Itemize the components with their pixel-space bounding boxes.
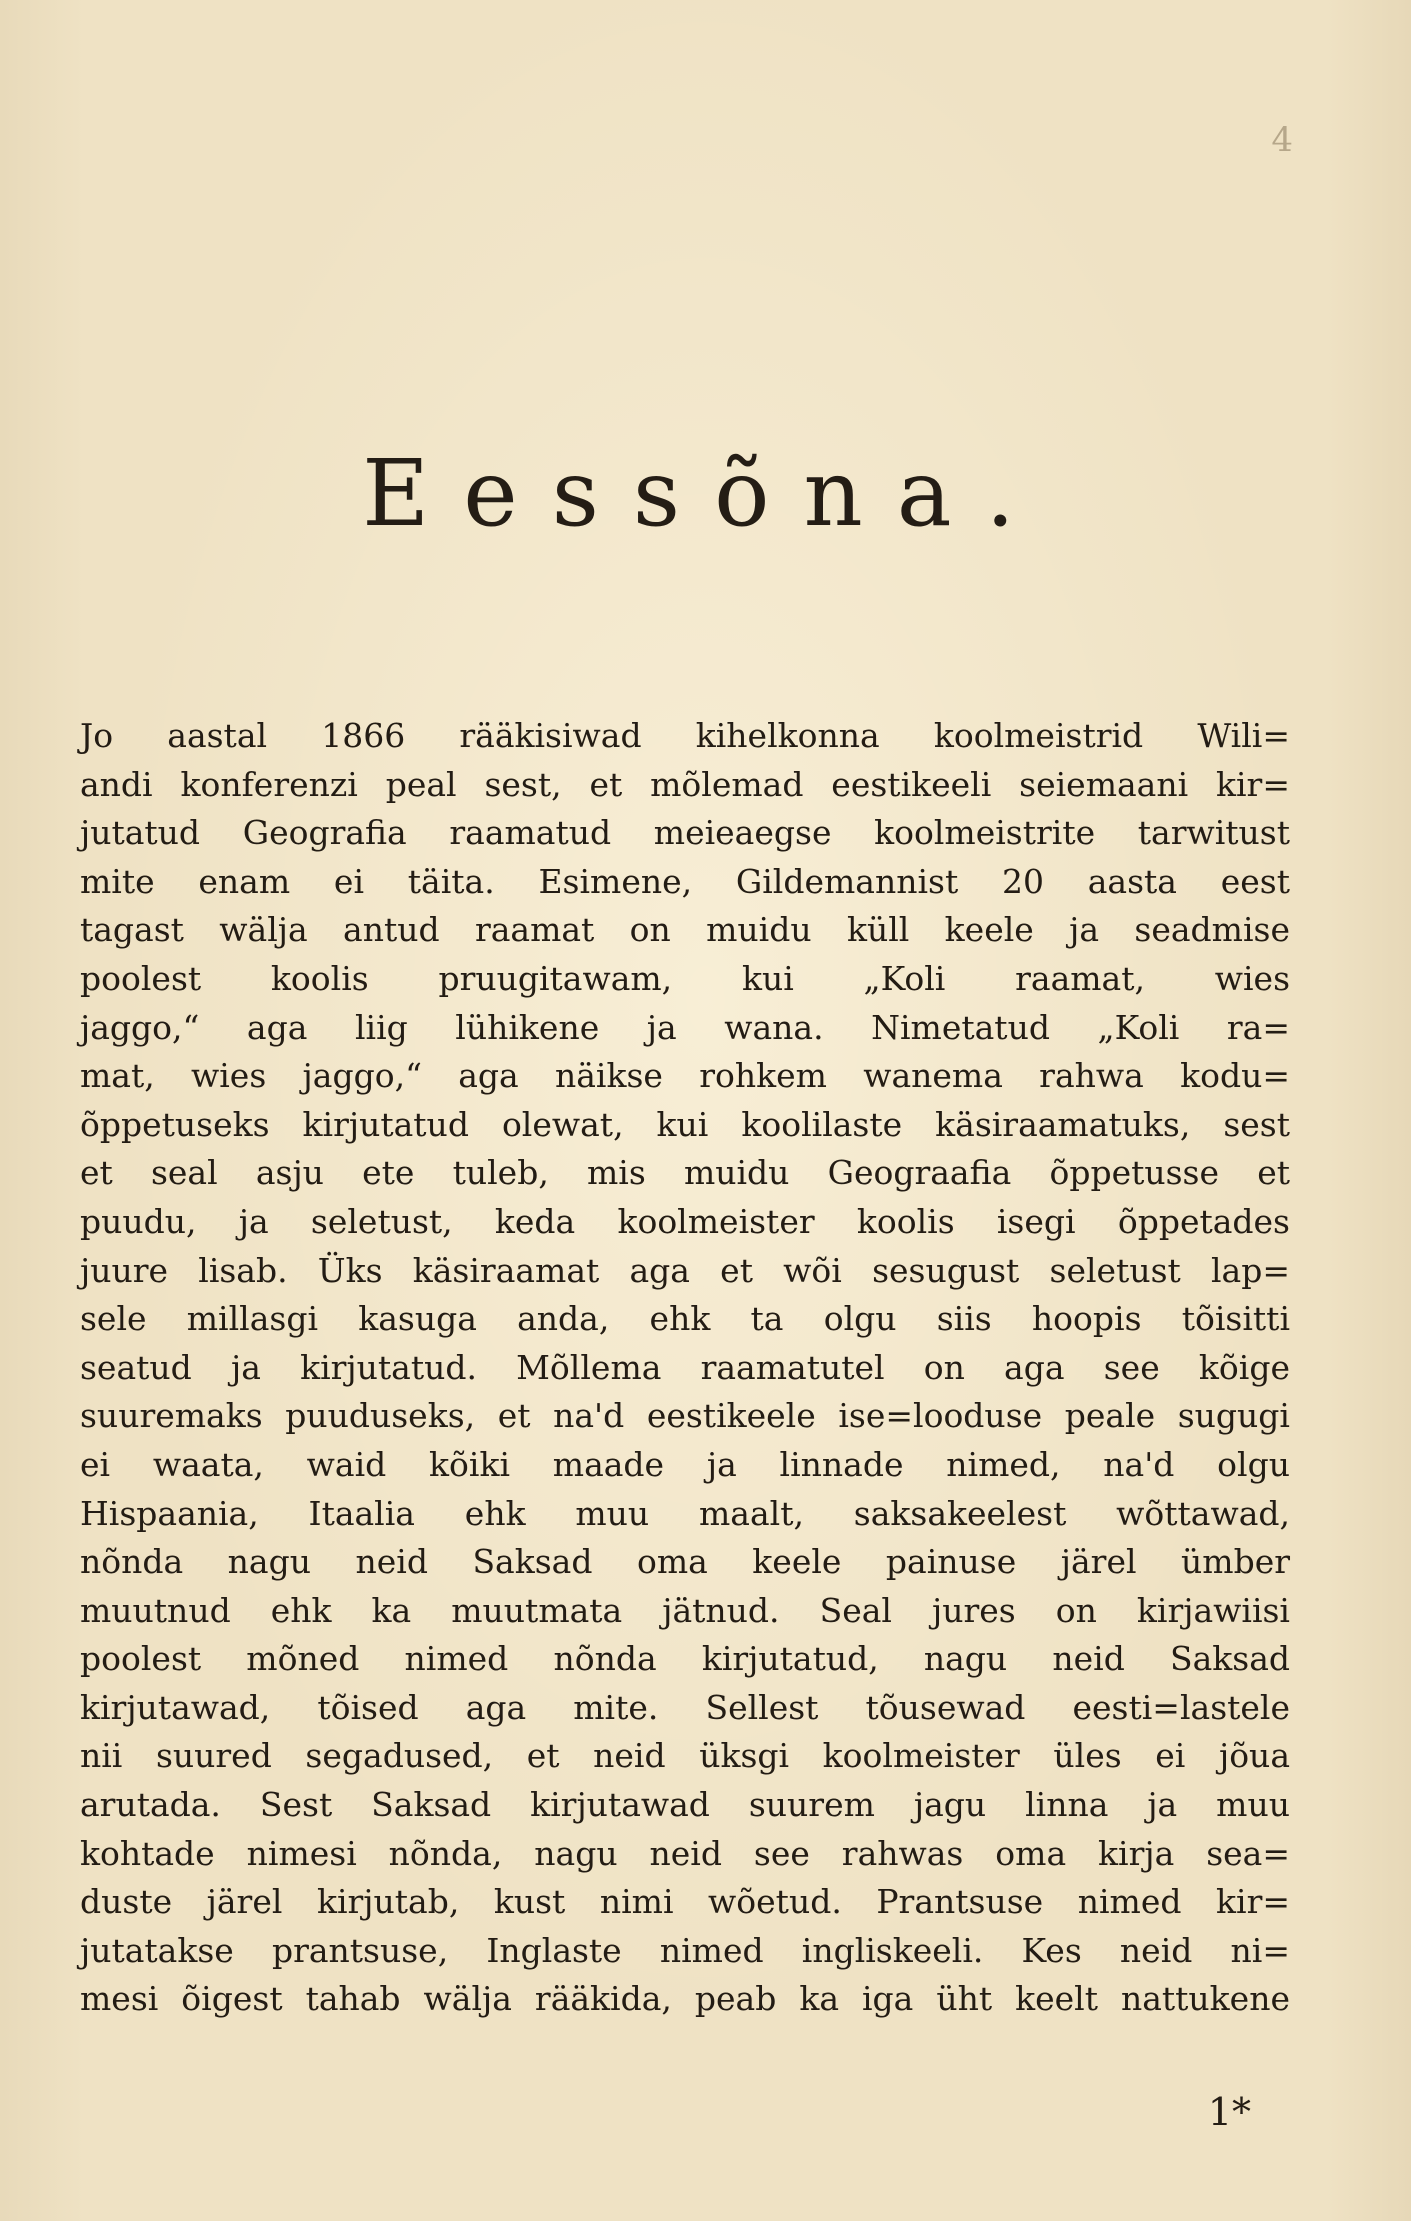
text-line: nõnda nagu neid Saksad oma keele painuse järel ümber xyxy=(80,1542,1290,1582)
text-line: andi konferenzi peal sest, et mõlemad eestikeeli seiemaani kir= xyxy=(80,764,1290,804)
text-line: kirjutawad, tõised aga mite. Sellest tõusewad eesti=lastele xyxy=(80,1687,1290,1727)
text-line: jaggo,“ aga liig lühikene ja wana. Nimetatud „Koli ra= xyxy=(80,1007,1290,1047)
text-line: nii suured segadused, et neid üksgi koolmeister üles ei jõua xyxy=(80,1736,1290,1776)
page-number: 4 xyxy=(1271,120,1293,160)
text-line: puudu, ja seletust, keda koolmeister koolis isegi õppetades xyxy=(80,1201,1290,1241)
text-line: mat, wies jaggo,“ aga näikse rohkem wanema rahwa kodu= xyxy=(80,1056,1290,1096)
text-line: poolest koolis pruugitawam, kui „Koli raamat, wies xyxy=(80,958,1290,998)
text-line: jutatud Geografia raamatud meieaegse koolmeistrite tarwitust xyxy=(80,813,1290,853)
text-line: arutada. Sest Saksad kirjutawad suurem jagu linna ja muu xyxy=(80,1785,1290,1825)
text-line: juure lisab. Üks käsiraamat aga et wõi sesugust seletust lap= xyxy=(80,1250,1290,1290)
text-line: kohtade nimesi nõnda, nagu neid see rahwas oma kirja sea= xyxy=(80,1833,1290,1873)
text-line: tagast wälja antud raamat on muidu küll keele ja seadmise xyxy=(80,910,1290,950)
text-line: et seal asju ete tuleb, mis muidu Geograafia õppetusse et xyxy=(80,1153,1290,1193)
text-line: jutatakse prantsuse, Inglaste nimed ingliskeeli. Kes neid ni= xyxy=(80,1930,1290,1970)
text-line: mite enam ei täita. Esimene, Gildemannist 20 aasta eest xyxy=(80,861,1290,901)
text-line: Hispaania, Itaalia ehk muu maalt, saksakeelest wõttawad, xyxy=(80,1493,1290,1533)
text-line: seatud ja kirjutatud. Mõllema raamatutel on aga see kõige xyxy=(80,1347,1290,1387)
text-line: õppetuseks kirjutatud olewat, kui koolilaste käsiraamatuks, sest xyxy=(80,1104,1290,1144)
text-line: poolest mõned nimed nõnda kirjutatud, nagu neid Saksad xyxy=(80,1639,1290,1679)
text-line: duste järel kirjutab, kust nimi wõetud. Prantsuse nimed kir= xyxy=(80,1882,1290,1922)
text-line: Jo aastal 1866 rääkisiwad kihelkonna koolmeistrid Wili= xyxy=(80,716,1290,755)
text-line: ei waata, waid kõiki maade ja linnade nimed, na'd olgu xyxy=(80,1444,1290,1484)
body-text xyxy=(80,712,1290,2024)
text-line: suuremaks puuduseks, et na'd eestikeele ise=looduse peale sugugi xyxy=(80,1396,1290,1436)
text-line: mesi õigest tahab wälja rääkida, peab ka iga üht keelt nattukene xyxy=(80,1979,1290,2019)
page-title: Eessõna. xyxy=(362,440,1049,547)
text-line: sele millasgi kasuga anda, ehk ta olgu siis hoopis tõisitti xyxy=(80,1299,1290,1339)
signature-mark: 1* xyxy=(1207,2090,1251,2134)
text-line: muutnud ehk ka muutmata jätnud. Seal jures on kirjawiisi xyxy=(80,1590,1290,1630)
